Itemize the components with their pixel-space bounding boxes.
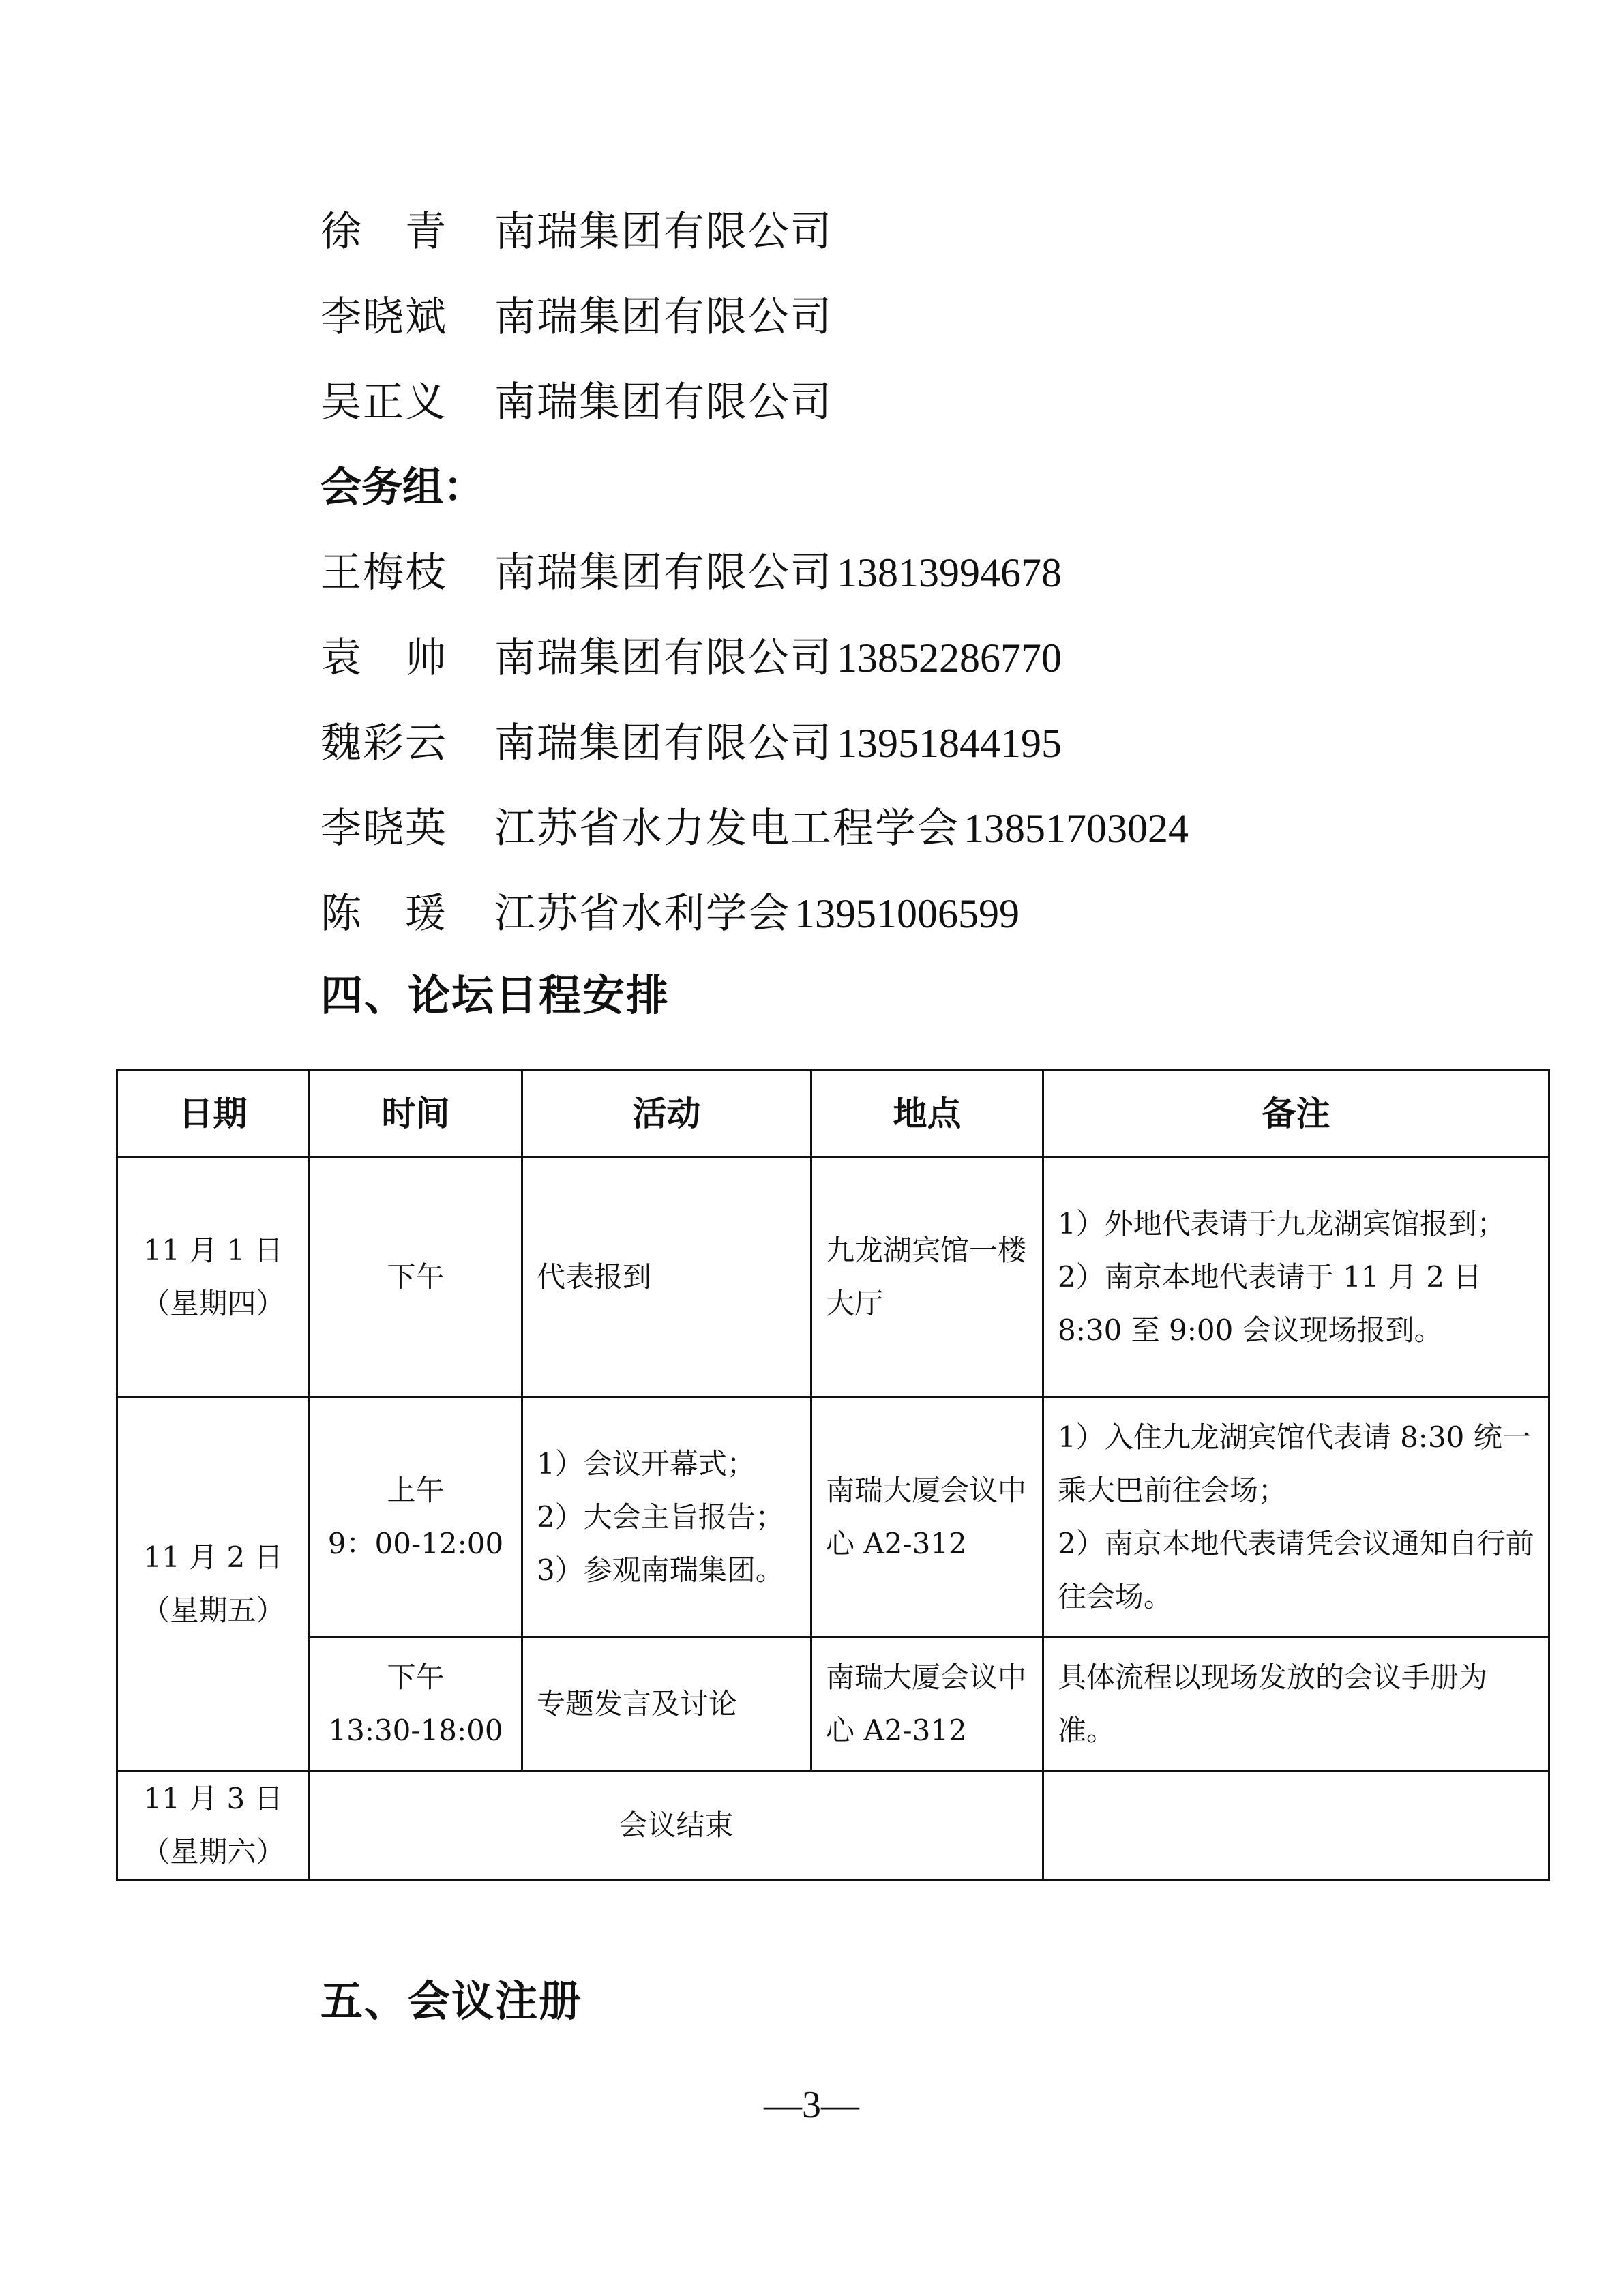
person-phone: 13813994678: [837, 550, 1062, 595]
location-cell: 南瑞大厦会议中心 A2-312: [812, 1397, 1043, 1637]
staff-row: [321, 801, 1480, 886]
note-line: 2）南京本地代表请于 11 月 2 日 8:30 至 9:00 会议现场报到。: [1058, 1259, 1483, 1347]
group-label: 会务组：: [321, 464, 484, 511]
person-name: 魏彩云: [321, 719, 447, 767]
activity-cell: [522, 1397, 812, 1637]
person-org: 南瑞集团有限公司: [494, 549, 833, 597]
table-header-row: [117, 1071, 1549, 1157]
activity-line: 1）会议开幕式；: [537, 1446, 756, 1480]
location-cell: 南瑞大厦会议中心 A2-312: [812, 1637, 1043, 1771]
time-cell: [310, 1397, 522, 1637]
date-cell: [117, 1771, 310, 1880]
note-cell: [1043, 1397, 1549, 1637]
location-cell: 九龙湖宾馆一楼大厅: [812, 1157, 1043, 1397]
table-row: [117, 1771, 1549, 1880]
activity-cell: 代表报到: [522, 1157, 812, 1397]
date-cell: [117, 1157, 310, 1397]
person-name: 陈 瑗: [321, 890, 447, 938]
person-name: 袁 帅: [321, 634, 447, 682]
time-cell: 下午: [310, 1157, 522, 1397]
staff-row: [321, 886, 1480, 972]
staff-row: [321, 546, 1480, 631]
weekday-text: （星期六）: [141, 1834, 285, 1868]
person-name: 李晓斌: [321, 293, 447, 341]
time-range: 9：00-12:00: [327, 1526, 504, 1560]
date-cell: [117, 1397, 310, 1771]
schedule-table: [116, 1069, 1550, 1881]
note-cell: [1043, 1157, 1549, 1397]
header-note: 备注: [1043, 1071, 1549, 1157]
time-cell: [310, 1637, 522, 1771]
person-org: 南瑞集团有限公司: [494, 378, 833, 426]
section-heading-registration: 五、会议注册: [321, 1976, 583, 2026]
staff-row: [321, 290, 1480, 375]
activity-line: 2）大会主旨报告；: [537, 1500, 784, 1534]
table-row: [117, 1157, 1549, 1397]
weekday-text: （星期五）: [141, 1593, 285, 1627]
weekday-text: （星期四）: [141, 1286, 285, 1320]
page-number: —3—: [764, 2084, 859, 2126]
person-org: 江苏省水利学会: [494, 890, 790, 938]
activity-cell: 会议结束: [310, 1771, 1043, 1880]
time-range: 13:30-18:00: [328, 1713, 503, 1747]
time-label: 上午: [387, 1473, 445, 1507]
person-org: 南瑞集团有限公司: [494, 634, 833, 682]
date-text: 11 月 1 日: [143, 1233, 283, 1267]
person-name: 李晓英: [321, 805, 447, 852]
person-org: 南瑞集团有限公司: [494, 719, 833, 767]
table-row: [117, 1637, 1549, 1771]
note-line: 1）入住九龙湖宾馆代表请 8:30 统一乘大巴前往会场；: [1058, 1420, 1531, 1507]
header-date: 日期: [117, 1071, 310, 1157]
date-text: 11 月 3 日: [143, 1781, 283, 1815]
staff-row: [321, 375, 1480, 460]
note-cell: [1043, 1771, 1549, 1880]
person-phone: 13951006599: [794, 891, 1019, 936]
person-phone: 13951844195: [837, 721, 1062, 766]
date-text: 11 月 2 日: [143, 1540, 283, 1574]
person-name: 王梅枝: [321, 549, 447, 597]
person-org: 南瑞集团有限公司: [494, 208, 833, 256]
staff-row: [321, 205, 1480, 290]
staff-row: [321, 631, 1480, 716]
header-time: 时间: [310, 1071, 522, 1157]
section-heading-schedule: 四、论坛日程安排: [321, 970, 670, 1020]
staff-row: [321, 716, 1480, 801]
table-row: [117, 1397, 1549, 1637]
header-location: 地点: [812, 1071, 1043, 1157]
activity-cell: 专题发言及讨论: [522, 1637, 812, 1771]
affairs-group-heading: [321, 460, 1480, 546]
person-phone: 13852286770: [837, 636, 1062, 681]
staff-list: [321, 205, 1480, 972]
note-line: 1）外地代表请于九龙湖宾馆报到；: [1058, 1206, 1506, 1240]
person-org: 南瑞集团有限公司: [494, 293, 833, 341]
person-name: 吴正义: [321, 378, 447, 426]
header-activity: 活动: [522, 1071, 812, 1157]
note-cell: 具体流程以现场发放的会议手册为准。: [1043, 1637, 1549, 1771]
activity-line: 3）参观南瑞集团。: [537, 1553, 784, 1587]
person-name: 徐 青: [321, 208, 447, 256]
time-label: 下午: [387, 1660, 445, 1694]
person-org: 江苏省水力发电工程学会: [494, 805, 959, 852]
person-phone: 13851703024: [964, 806, 1189, 851]
note-line: 2）南京本地代表请凭会议通知自行前往会场。: [1058, 1526, 1534, 1613]
